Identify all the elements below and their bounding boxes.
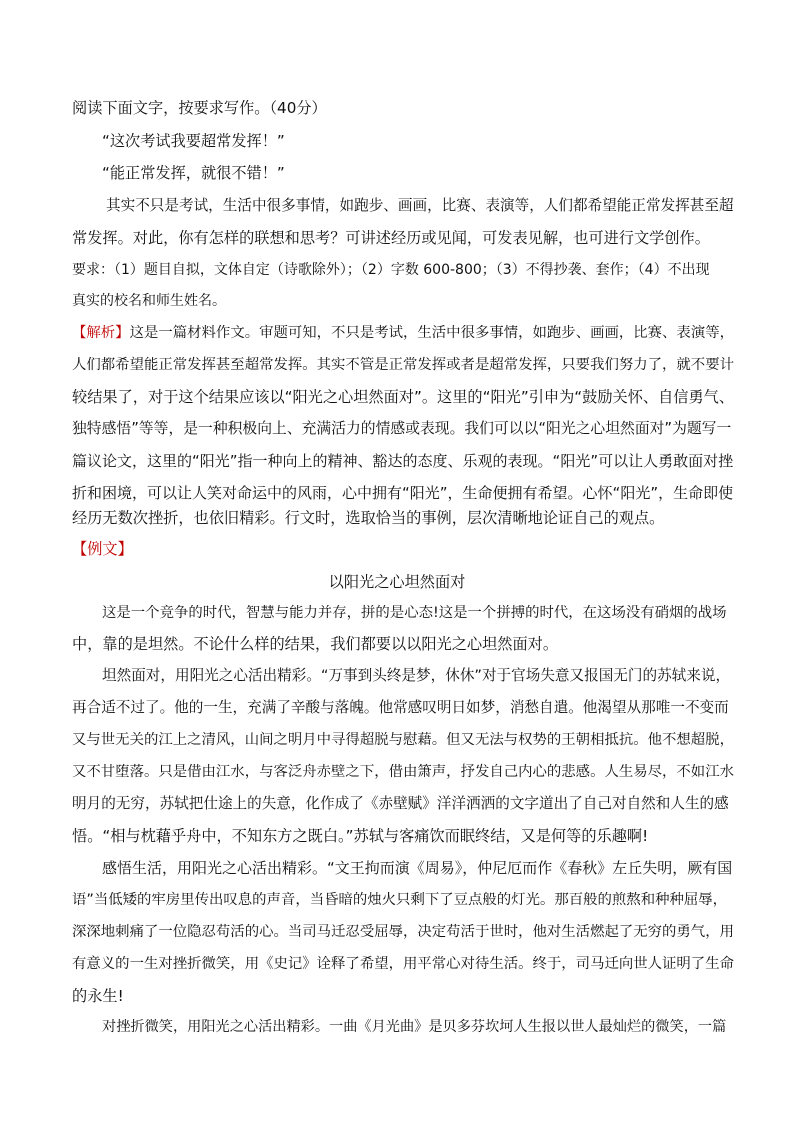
requirements-line: 真实的校名和师生姓名。 [72, 293, 226, 309]
analysis-line: 这是一篇材料作文。审题可知，不只是考试，生活中很多事情，如跑步、画画，比赛、表演等， [129, 325, 734, 341]
essay-title: 以阳光之心坦然面对 [328, 573, 466, 591]
analysis-line: 人们都希望能正常发挥甚至超常发挥。其实不管是正常发挥或者是超常发挥，只要我们努力了，就不要计 [72, 357, 734, 373]
essay-line: 又与世无关的江上之清风，山间之明月中寻得超脱与慰藉。但又无法与权势的王朝相抵抗。他不想超脱， [72, 732, 734, 748]
essay-line: 深深地刺痛了一位隐忍苟活的心。当司马迁忍受屈辱，决定苟活于世时，他对生活燃起了无穷的勇气，用 [72, 924, 734, 940]
intro-line: 常发挥。对此，你有怎样的联想和思考？可讲述经历或见闻，可发表见解，也可进行文学创作。 [72, 229, 710, 247]
quote-line: “这次考试我要超常发挥！” [102, 132, 285, 150]
requirements-line: 要求：（1）题目自拟，文体自定（诗歌除外）；（2）字数 600-800；（3）不得抄袭、套作；（4）不出现 [72, 262, 710, 278]
essay-line: 明月的无穷，苏轼把仕途上的失意，化作成了《赤壁赋》洋洋洒洒的文字道出了自己对自然和人生的感 [72, 795, 729, 812]
essay-line: 这是一个竞争的时代，智慧与能力并存，拼的是心态!这是一个拼搏的时代，在这场没有硝烟的战场 [102, 605, 727, 621]
essay-line: 悟。“相与枕藉乎舟中，不知东方之既白。”苏轼与客痛饮而眠终结，又是何等的乐趣啊! [72, 827, 649, 845]
essay-line: 有意义的一生对挫折微笑，用《史记》诠释了希望，用平常心对待生活。终于，司马迁向世人证明了生命 [72, 956, 734, 972]
analysis-line: 篇议论文，这里的“阳光”指一种向上的精神、豁达的态度、乐观的表现。“阳光”可以让人勇敢面对挫 [72, 452, 734, 470]
quote-line: “能正常发挥，就很不错！” [102, 164, 285, 182]
analysis-line: 独特感悟”等等，是一种积极向上、充满活力的情感或表现。我们可以以“阳光之心坦然面对”为题写一 [72, 420, 732, 437]
analysis-line: 经历无数次挫折，也依旧精彩。行文时，选取恰当的事例，层次清晰地论证自己的观点。 [72, 509, 665, 527]
essay-line: 又不甘堕落。只是借由江水，与客泛舟赤壁之下，借由箫声，抒发自己内心的悲感。人生易尽，不如江水 [72, 764, 734, 780]
essay-line: 中，靠的是坦然。不论什么样的结果，我们都要以以阳光之心坦然面对。 [72, 635, 558, 653]
essay-line: 对挫折微笑，用阳光之心活出精彩。一曲《月光曲》是贝多芬坎坷人生报以世人最灿烂的微笑，一篇 [102, 1019, 727, 1035]
intro-line: 其实不只是考试，生活中很多事情，如跑步、画画，比赛、表演等，人们都希望能正常发挥甚至超 [106, 197, 734, 214]
essay-line: 语”当低矮的牢房里传出叹息的声音，当昏暗的烛火只剩下了豆点般的灯光。那百般的煎熬和种种屈辱， [72, 892, 728, 908]
analysis-label: 【解析】 [72, 325, 130, 341]
essay-line: 感悟生活，用阳光之心活出精彩。“文王拘而演《周易》，仲尼厄而作《春秋》左丘失明，厥有国 [102, 859, 733, 877]
analysis-first-line [72, 323, 734, 343]
example-label: 【例文】 [72, 540, 133, 558]
essay-line: 坦然面对，用阳光之心活出精彩。“万事到头终是梦，休休”对于官场失意又报国无门的苏轼来说， [102, 667, 731, 684]
essay-line: 再合适不过了。他的一生，充满了辛酸与落魄。他常感叹明日如梦，消愁自遣。他渴望从那唯一不变而 [72, 699, 729, 716]
essay-line: 的永生! [72, 987, 124, 1005]
task-prompt: 阅读下面文字，按要求写作。（40分） [72, 99, 327, 117]
analysis-line: 较结果了，对于这个结果应该以“阳光之心坦然面对”。这里的“阳光”引申为“鼓励关怀、自信勇气、 [72, 388, 735, 406]
analysis-line: 折和困境，可以让人笑对命运中的风雨，心中拥有“阳光”，生命便拥有希望。心怀“阳光”，生命即使 [72, 484, 734, 502]
